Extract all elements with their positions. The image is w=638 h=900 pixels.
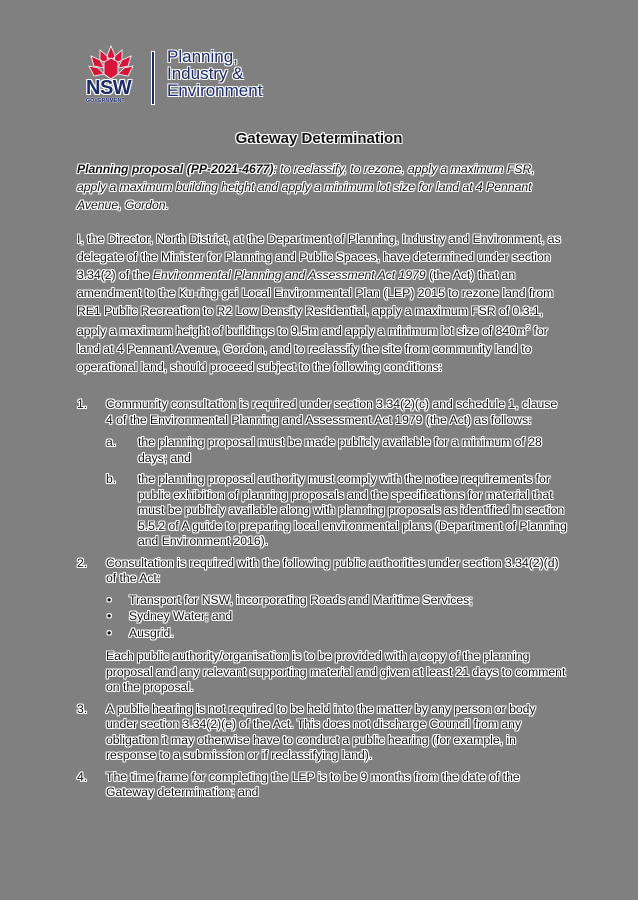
waratah-icon <box>86 44 136 80</box>
authority-item <box>106 626 567 642</box>
department-line-2: Industry & <box>167 64 244 83</box>
nsw-wordmark: NSW <box>86 77 132 99</box>
condition-item <box>77 770 567 801</box>
condition-number: 2. <box>77 555 88 570</box>
condition-text: The time frame for completing the LEP is to be 9 months from the date of the Gateway determination; and <box>106 769 520 799</box>
authority-item <box>106 593 567 609</box>
intro-text-3: for land at 4 Pennant Avenue, Gordon, and to reclassify the site from community land to operational land, should proceed subject to the following conditions: <box>77 324 548 375</box>
authority-name: Sydney Water; and <box>129 609 233 623</box>
authority-name: Transport for NSW, incorporating Roads and Maritime Services; <box>129 592 473 607</box>
nsw-dpie-logo <box>84 44 294 108</box>
sub-condition-text: the planning proposal authority must comply with the notice requirements for public exhibition of planning proposals and the specifications for material that must be publicly available along with planning proposals as identified in section 5.5.2 of A guide to preparing local environmental plans (Department of Planning and Environment 2016). <box>138 472 567 548</box>
condition-text: Community consultation is required under section 3.34(2)(c) and schedule 1, clause 4 of the Environmental Planning and Assessment Act 1979 (the Act) as follows: <box>106 397 558 427</box>
condition-text: A public hearing is not required to be held into the matter by any person or body under section 3.34(2)(e) of the Act. This does not discharge Council from any obligation it may otherwise have to conduct a public hearing (for example, in response to a submission or if reclassifying land). <box>106 701 536 762</box>
department-line-3: Environment <box>167 81 263 100</box>
sub-condition-label: a. <box>106 435 117 449</box>
intro-text-1: I, the Director, North District, at the Department of Planning, Industry and Environment, as delegate of the Minister for Planning and Public Spaces, have determined under section 3.34(2) of the <box>77 232 561 282</box>
logo-divider <box>152 52 154 104</box>
condition-number: 4. <box>77 769 88 784</box>
bullet-icon: • <box>107 592 112 607</box>
authority-item <box>106 609 567 625</box>
condition-number: 1. <box>77 397 88 411</box>
proposal-reference: Planning proposal (PP-2021-4677) <box>77 162 274 176</box>
conditions-list <box>77 397 567 807</box>
determination-intro <box>77 230 567 376</box>
condition-note: Each public authority/organisation is to be provided with a copy of the planning proposal and any relevant supporting material and given at least 21 days to comment on the proposal. <box>106 649 566 694</box>
proposal-description: : to reclassify, to rezone, apply a maximum FSR, apply a maximum building height and apply a minimum lot size for land at 4 Pennant Avenue, Gordon. <box>77 162 535 212</box>
superscript: 2 <box>526 325 531 332</box>
sub-conditions-list <box>106 435 567 550</box>
authorities-list <box>106 593 567 642</box>
department-line-1: Planning, <box>167 47 238 66</box>
condition-item <box>77 556 567 696</box>
condition-number: 3. <box>77 701 88 716</box>
intro-text-2: (the Act) that an amendment to the Ku-ring-gai Local Environmental Plan (LEP) 2015 to rezone land from RE1 Public Recreation to R2 Low Density Residential, apply a maximum FSR of 0.3:1, apply a maximum height of buildings to 9.5m and apply a minimum lot size of 840m <box>77 268 554 339</box>
bullet-icon: • <box>107 609 112 623</box>
act-name: Environmental Planning and Assessment Act 1979 <box>152 268 426 282</box>
sub-condition-item <box>106 435 567 466</box>
condition-item <box>77 397 567 550</box>
condition-text: Consultation is required with the following public authorities under section 3.34(2)(d) of the Act: <box>106 555 559 585</box>
proposal-summary <box>77 160 567 214</box>
authority-name: Ausgrid. <box>129 625 174 640</box>
government-label: GOVERNMENT <box>86 98 125 104</box>
sub-condition-item <box>106 472 567 550</box>
sub-condition-label: b. <box>106 472 117 486</box>
sub-condition-text: the planning proposal must be made publicly available for a minimum of 28 days; and <box>138 435 542 465</box>
bullet-icon: • <box>107 625 112 640</box>
department-name <box>167 48 262 99</box>
document-title: Gateway Determination <box>235 130 403 147</box>
condition-item <box>77 702 567 764</box>
